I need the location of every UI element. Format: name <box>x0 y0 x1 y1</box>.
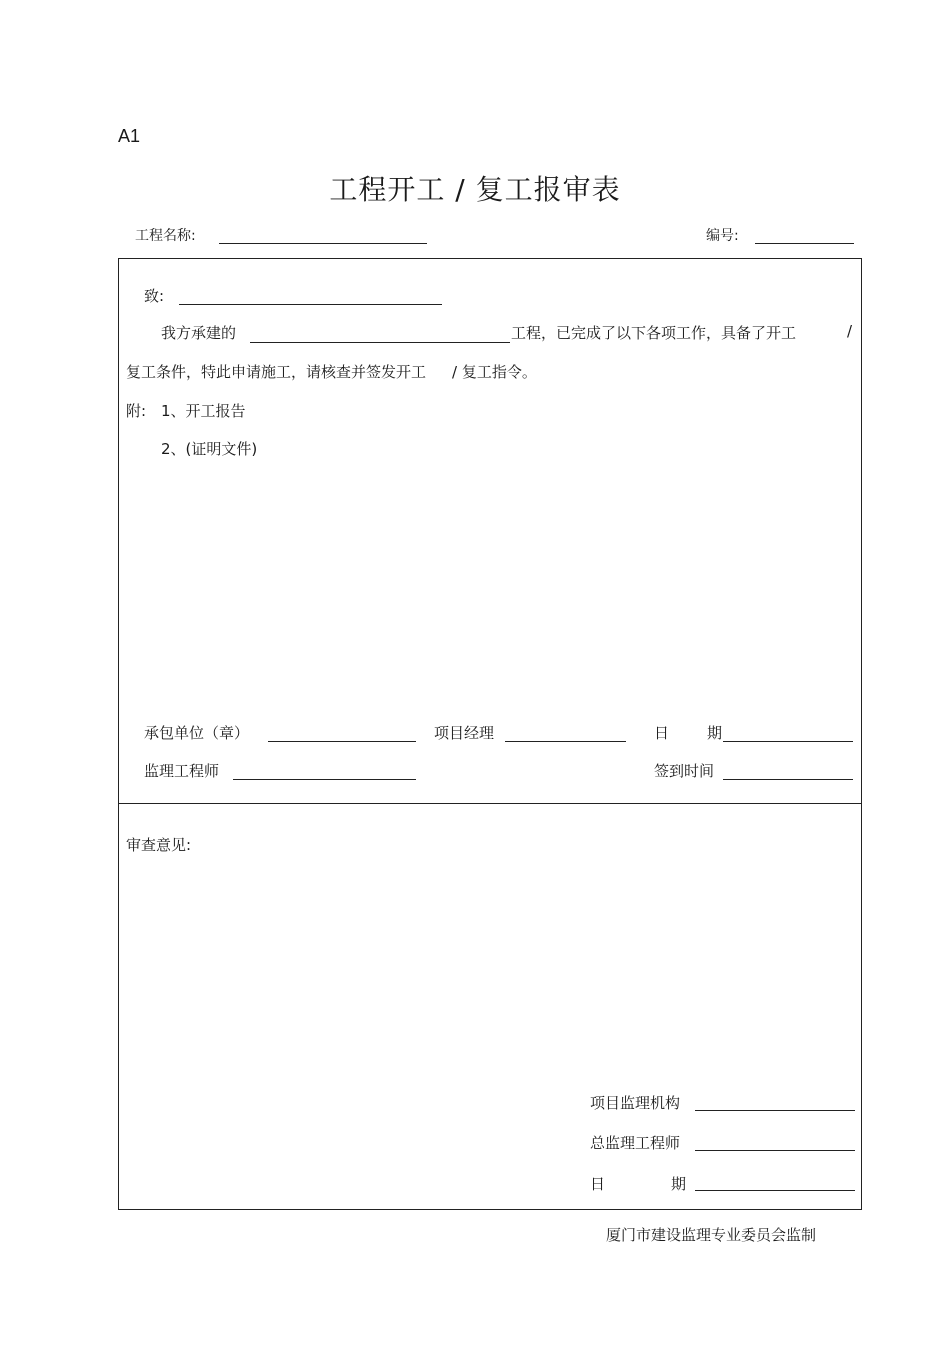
review-date-char-1: 日 <box>590 1175 606 1193</box>
review-date-label <box>590 1173 686 1194</box>
body-line-2 <box>126 361 537 382</box>
body-line-1: 工程，已完成了以下各项工作，具备了开工 <box>511 324 797 342</box>
project-manager-label: 项目经理 <box>434 724 495 742</box>
supervision-org-field[interactable] <box>695 1110 855 1111</box>
serial-number-field[interactable] <box>755 243 854 244</box>
body-slash: / <box>847 322 853 340</box>
review-date-char-2: 期 <box>671 1175 687 1193</box>
project-name-field[interactable] <box>219 243 427 244</box>
to-label: 致: <box>144 287 165 305</box>
body-prefix: 我方承建的 <box>161 324 237 342</box>
attachments-label: 附: <box>126 402 147 420</box>
sign-in-time-field[interactable] <box>723 779 853 780</box>
chief-engineer-field[interactable] <box>695 1150 855 1151</box>
serial-number-label: 编号: <box>706 228 739 244</box>
document-title: 工程开工 / 复工报审表 <box>329 173 621 206</box>
contracted-project-field[interactable] <box>250 342 510 343</box>
supervising-engineer-label: 监理工程师 <box>144 762 220 780</box>
issuer-footer: 厦门市建设监理专业委员会监制 <box>606 1226 817 1244</box>
date-field[interactable] <box>723 741 853 742</box>
review-opinion-label: 审查意见: <box>126 836 192 854</box>
supervision-org-label: 项目监理机构 <box>590 1094 681 1112</box>
project-name-label: 工程名称: <box>135 228 196 244</box>
review-date-field[interactable] <box>695 1190 855 1191</box>
date-label <box>654 722 722 743</box>
contractor-label: 承包单位（章） <box>144 724 250 742</box>
supervising-engineer-field[interactable] <box>233 779 416 780</box>
recipient-field[interactable] <box>179 304 442 305</box>
project-manager-field[interactable] <box>505 741 626 742</box>
attachment-2: 2、(证明文件) <box>161 440 258 458</box>
section-divider <box>118 803 862 804</box>
date-label-char-2: 期 <box>707 724 723 742</box>
sign-in-time-label: 签到时间 <box>654 762 715 780</box>
form-code: A1 <box>118 126 141 146</box>
attachment-1: 1、开工报告 <box>161 402 246 420</box>
contractor-field[interactable] <box>268 741 416 742</box>
date-label-char-1: 日 <box>654 724 670 742</box>
chief-engineer-label: 总监理工程师 <box>590 1134 681 1152</box>
body-line-2-start: 复工条件，特此申请施工，请核查并签发开工 <box>126 363 427 381</box>
body-line-2-end: / 复工指令。 <box>452 363 537 381</box>
